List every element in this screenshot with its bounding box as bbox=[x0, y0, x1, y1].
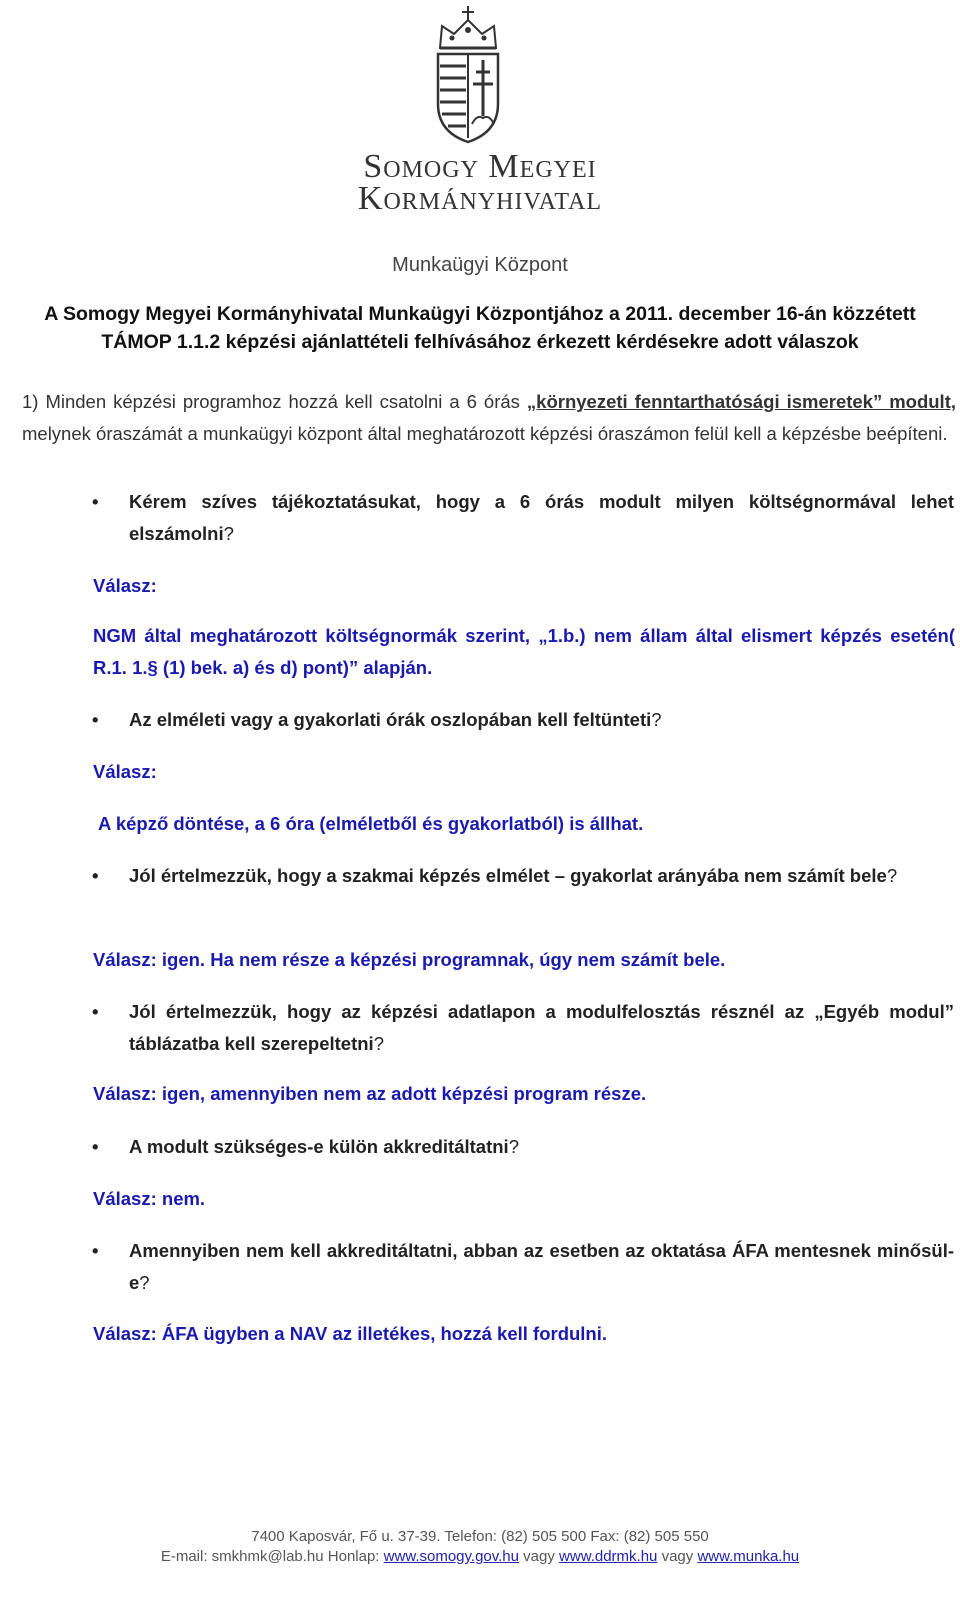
unit-name: Munkaügyi Központ bbox=[392, 254, 568, 276]
question-item: • A modult szükséges-e külön akkreditáltatni? bbox=[92, 1131, 954, 1163]
question-item: • Amennyiben nem kell akkreditáltatni, abban az esetben az oktatása ÁFA mentesnek minősül-e? bbox=[92, 1235, 954, 1299]
footer-contact: E-mail: smkhmk@lab.hu Honlap: www.somogy.gov.hu vagy www.ddrmk.hu vagy www.munka.hu bbox=[160, 1548, 800, 1565]
question-text: Jól értelmezzük, hogy a szakmai képzés elmélet – gyakorlat arányába nem számít bele bbox=[129, 865, 887, 886]
answer-text: Válasz: ÁFA ügyben a NAV az illetékes, hozzá kell fordulni. bbox=[93, 1323, 608, 1344]
bullet-icon: • bbox=[92, 865, 99, 886]
intro-module-name: „környezeti fenntarthatósági ismeretek” modult, bbox=[526, 391, 956, 412]
bullet-icon: • bbox=[92, 491, 99, 512]
answer-text: A képző döntése, a 6 óra (elméletből és gyakorlatból) is állhat. bbox=[98, 813, 644, 834]
bullet-icon: • bbox=[92, 1136, 99, 1157]
bullet-icon: • bbox=[92, 1001, 99, 1022]
title-line1: A Somogy Megyei Kormányhivatal Munkaügyi Központjához a 2011. december 16-án közzétett bbox=[44, 303, 916, 325]
document-title bbox=[0, 300, 960, 356]
question-text: A modult szükséges-e külön akkreditáltatni bbox=[129, 1136, 509, 1157]
intro-text-before: 1) Minden képzési programhoz hozzá kell csatolni a 6 órás bbox=[22, 391, 527, 412]
answer-text: Válasz: igen. Ha nem része a képzési programnak, úgy nem számít bele. bbox=[93, 949, 726, 970]
question-text: Kérem szíves tájékoztatásukat, hogy a 6 órás modult milyen költségnormával lehet elszámolni bbox=[129, 491, 954, 544]
question-text: Jól értelmezzük, hogy az képzési adatlapon a modulfelosztás résznél az „Egyéb modul” táblázatba kell szerepeltetni bbox=[129, 1001, 954, 1054]
letterhead bbox=[0, 0, 960, 290]
footer-email: E-mail: smkhmk@lab.hu Honlap: bbox=[160, 1548, 384, 1565]
answer-text: NGM által meghatározott költségnormák szerint, „1.b.) nem állam által elismert képzés esetén( R.1. 1.§ (1) bek. a) és d) pont)” alapján. bbox=[93, 625, 955, 678]
answer-text: Válasz: nem. bbox=[93, 1188, 206, 1209]
bullet-icon: • bbox=[92, 709, 99, 730]
question-item: • Jól értelmezzük, hogy a szakmai képzés elmélet – gyakorlat arányába nem számít bele? bbox=[92, 860, 954, 892]
intro-paragraph bbox=[22, 386, 956, 450]
org-name-line1: Somogy Megyei bbox=[363, 148, 597, 185]
question-item: • Kérem szíves tájékoztatásukat, hogy a 6 órás modult milyen költségnormával lehet elszámolni? bbox=[92, 486, 954, 550]
question-item: • Jól értelmezzük, hogy az képzési adatlapon a modulfelosztás résznél az „Egyéb modul” táblázatba kell szerepeltetni? bbox=[92, 996, 954, 1060]
answer-label: Válasz: bbox=[93, 575, 157, 596]
intro-text-after: melynek óraszámát a munkaügyi központ által meghatározott képzési óraszámon felül kell a képzésbe beépíteni. bbox=[22, 423, 948, 444]
answer-text: Válasz: igen, amennyiben nem az adott képzési program része. bbox=[93, 1083, 647, 1104]
link-munka[interactable]: www.munka.hu bbox=[697, 1548, 800, 1565]
bullet-icon: • bbox=[92, 1240, 99, 1261]
question-text: Az elméleti vagy a gyakorlati órák oszlopában kell feltünteti bbox=[129, 709, 652, 730]
link-ddrmk[interactable]: www.ddrmk.hu bbox=[559, 1548, 658, 1565]
answer-label: Válasz: bbox=[93, 761, 157, 782]
coat-of-arms-icon bbox=[432, 4, 504, 144]
question-text: Amennyiben nem kell akkreditáltatni, abban az esetben az oktatása ÁFA mentesnek minősül-e bbox=[129, 1240, 954, 1293]
footer-address: 7400 Kaposvár, Fő u. 37-39. Telefon: (82) 505 500 Fax: (82) 505 550 bbox=[251, 1528, 709, 1545]
link-somogy[interactable]: www.somogy.gov.hu bbox=[383, 1548, 519, 1565]
org-name-line2: Kormányhivatal bbox=[357, 180, 603, 217]
question-item: • Az elméleti vagy a gyakorlati órák oszlopában kell feltünteti? bbox=[92, 704, 954, 736]
title-line2: TÁMOP 1.1.2 képzési ajánlattételi felhívásához érkezett kérdésekre adott válaszok bbox=[101, 331, 859, 353]
